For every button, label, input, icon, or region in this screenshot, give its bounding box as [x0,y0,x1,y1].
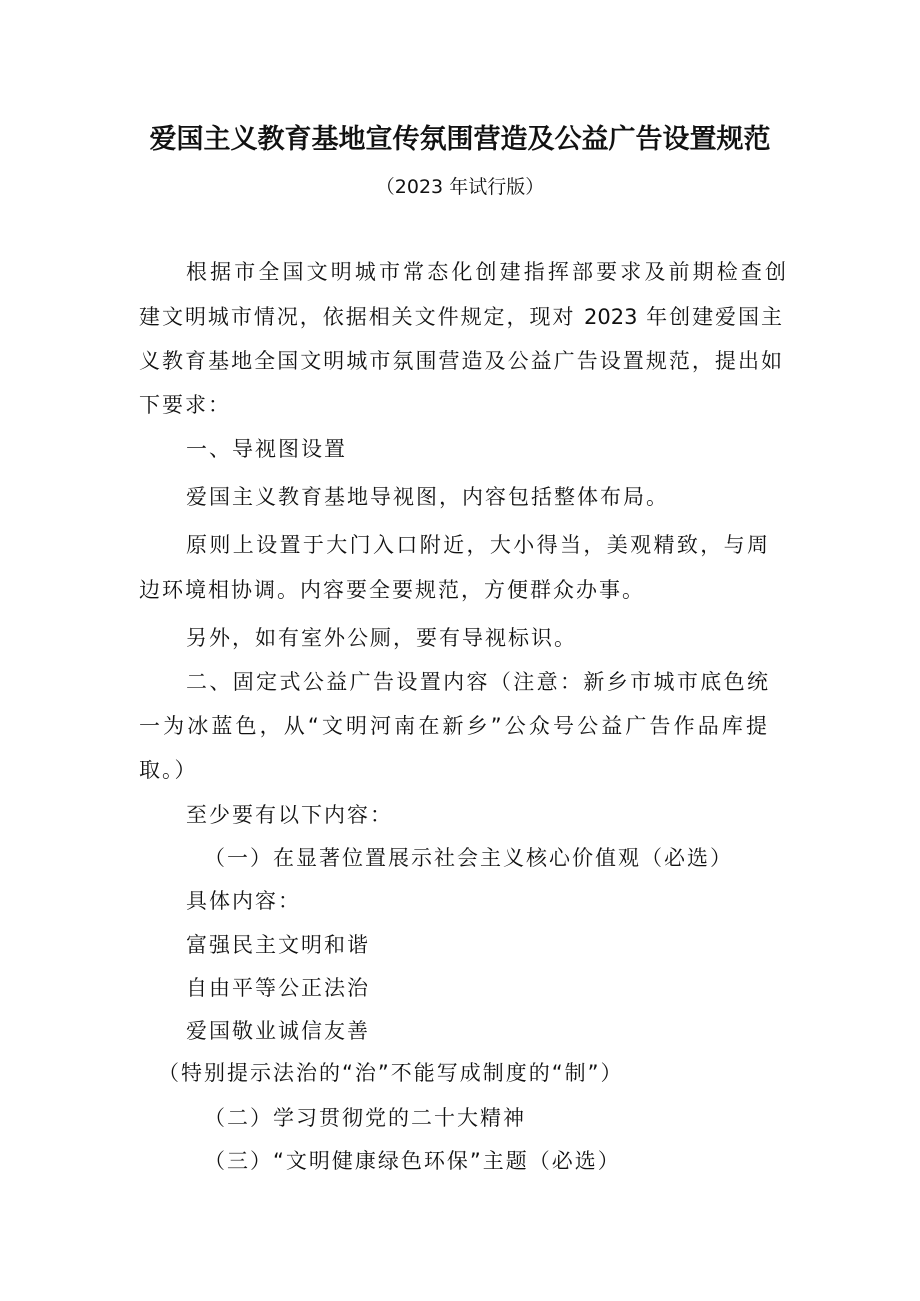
document-title: 爱国主义教育基地宣传氛围营造及公益广告设置规范 [149,124,771,155]
paragraph-intro-line-3: 义教育基地全国文明城市氛围营造及公益广告设置规范，提出如 [139,349,782,373]
subsection-2: （二）学习贯彻党的二十大精神 [204,1106,526,1130]
paragraph-placement-line-2: 边环境相协调。内容要全要规范，方便群众办事。 [139,578,645,602]
core-values-line-3: 爱国敬业诚信友善 [186,1019,370,1043]
paragraph-placement-line-1: 原则上设置于大门入口附近，大小得当，美观精致，与周 [186,533,768,557]
special-note: （特别提示法治的“治”不能写成制度的“制”） [158,1061,624,1085]
section-heading-2-line-3: 取。） [139,758,198,782]
paragraph-intro-line-1: 根据市全国文明城市常态化创建指挥部要求及前期检查创 [186,260,786,284]
document-subtitle: （2023 年试行版） [375,176,545,198]
section-heading-1: 一、导视图设置 [186,437,347,461]
subsection-1: （一）在显著位置展示社会主义核心价值观（必选） [204,846,733,870]
paragraph-toilet: 另外，如有室外公厕，要有导视标识。 [186,626,577,650]
core-values-line-2: 自由平等公正法治 [186,976,370,1000]
subsection-3: （三）“文明健康绿色环保”主题（必选） [204,1149,621,1173]
paragraph-minimum-content: 至少要有以下内容： [186,803,393,827]
section-heading-2-line-2: 一为冰蓝色，从“文明河南在新乡”公众号公益广告作品库提 [139,714,767,738]
paragraph-intro-line-4: 下要求： [139,393,231,417]
section-heading-2-line-1: 二、固定式公益广告设置内容（注意：新乡市城市底色统 [186,670,768,694]
paragraph-specific-content: 具体内容： [186,889,301,913]
core-values-line-1: 富强民主文明和谐 [186,933,370,957]
paragraph-intro-line-2: 建文明城市情况，依据相关文件规定，现对 2023 年创建爱国主 [139,305,782,329]
paragraph-guide-map: 爱国主义教育基地导视图，内容包括整体布局。 [186,485,669,509]
